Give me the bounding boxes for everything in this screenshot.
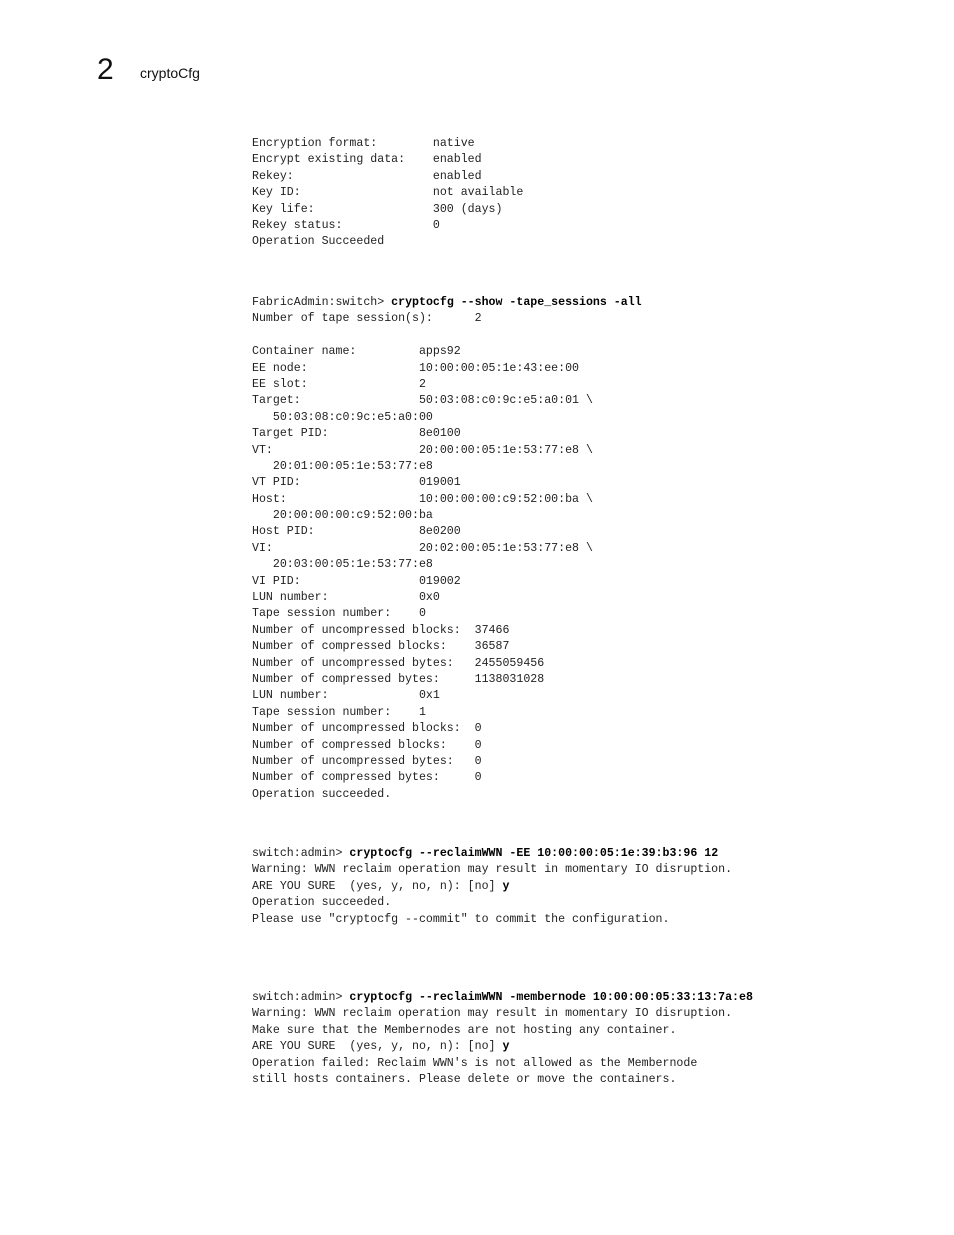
- output-line: Target PID: 8e0100: [252, 427, 461, 441]
- prompt: switch:admin>: [252, 991, 350, 1004]
- output-line: Number of compressed bytes: 1138031028: [252, 672, 545, 686]
- output-line: Number of uncompressed bytes: 2455059456: [252, 656, 545, 670]
- output-line: Host: 10:00:00:00:c9:52:00:ba \: [252, 492, 593, 506]
- output-line: Encrypt existing data: enabled: [252, 153, 482, 167]
- output-line: Rekey: enabled: [252, 169, 482, 183]
- code-block-reclaim-ee: [252, 846, 732, 928]
- prompt: switch:admin>: [252, 847, 350, 860]
- note-line: Make sure that the Membernodes are not hosting any container.: [252, 1023, 677, 1037]
- output-line: Rekey status: 0: [252, 218, 440, 232]
- output-line: EE node: 10:00:00:05:1e:43:ee:00: [252, 361, 579, 375]
- code-block-tape-sessions: [252, 295, 642, 803]
- prompt: FabricAdmin:switch>: [252, 296, 392, 309]
- output-line: VI PID: 019002: [252, 574, 461, 588]
- output-line: Operation failed: Reclaim WWN's is not allowed as the Membernode: [252, 1056, 698, 1070]
- output-line: 20:03:00:05:1e:53:77:e8: [252, 558, 433, 572]
- command: cryptocfg --show -tape_sessions -all: [391, 296, 642, 309]
- output-line: LUN number: 0x0: [252, 591, 440, 605]
- command-line: [252, 846, 732, 862]
- confirm-answer: y: [502, 879, 510, 893]
- confirm-prompt: ARE YOU SURE (yes, y, no, n): [no]: [252, 879, 503, 893]
- command-line: [252, 295, 642, 311]
- output-line: LUN number: 0x1: [252, 689, 440, 703]
- confirm-prompt: ARE YOU SURE (yes, y, no, n): [no]: [252, 1040, 503, 1054]
- output-line: Tape session number: 0: [252, 607, 426, 621]
- output-line: EE slot: 2: [252, 377, 426, 391]
- output-line: 20:00:00:00:c9:52:00:ba: [252, 509, 433, 523]
- running-title: cryptoCfg: [140, 65, 200, 81]
- output-line: Operation Succeeded: [252, 235, 385, 249]
- confirm-answer: y: [502, 1040, 510, 1054]
- output-line: VI: 20:02:00:05:1e:53:77:e8 \: [252, 541, 593, 555]
- confirm-line: [252, 1039, 753, 1055]
- output-line: Number of compressed bytes: 0: [252, 771, 482, 785]
- output-line: Encryption format: native: [252, 137, 475, 150]
- command: cryptocfg --reclaimWWN -EE 10:00:00:05:1e:39:b3:96 12: [349, 847, 719, 860]
- output-line: still hosts containers. Please delete or move the containers.: [252, 1072, 677, 1086]
- code-block-encryption-settings: [252, 136, 523, 251]
- output-line: Operation succeeded.: [252, 787, 392, 801]
- chapter-number: 2: [97, 53, 114, 86]
- command: cryptocfg --reclaimWWN -membernode 10:00:00:05:33:13:7a:e8: [349, 991, 753, 1004]
- output-line: 50:03:08:c0:9c:e5:a0:00: [252, 410, 433, 424]
- output-line: Number of compressed blocks: 36587: [252, 640, 510, 654]
- command-line: [252, 990, 753, 1006]
- confirm-line: [252, 879, 732, 895]
- code-block-reclaim-membernode: [252, 990, 753, 1088]
- output-line: Key life: 300 (days): [252, 202, 503, 216]
- output-line: [252, 328, 642, 344]
- output-line: Tape session number: 1: [252, 705, 426, 719]
- warning-line: Warning: WWN reclaim operation may result in momentary IO disruption.: [252, 863, 733, 877]
- output-line: Number of compressed blocks: 0: [252, 738, 482, 752]
- output-line: Key ID: not available: [252, 186, 524, 200]
- output-line: Number of uncompressed bytes: 0: [252, 754, 482, 768]
- warning-line: Warning: WWN reclaim operation may result in momentary IO disruption.: [252, 1007, 733, 1021]
- output-line: VT: 20:00:00:05:1e:53:77:e8 \: [252, 443, 593, 457]
- output-line: 20:01:00:05:1e:53:77:e8: [252, 459, 433, 473]
- output-line: Number of uncompressed blocks: 37466: [252, 623, 510, 637]
- output-line: VT PID: 019001: [252, 476, 461, 490]
- output-line: Host PID: 8e0200: [252, 525, 461, 539]
- output-line: Target: 50:03:08:c0:9c:e5:a0:01 \: [252, 394, 593, 408]
- output-line: Container name: apps92: [252, 345, 461, 359]
- output-line: Number of uncompressed blocks: 0: [252, 722, 482, 736]
- output-line: Please use "cryptocfg --commit" to commit the configuration.: [252, 912, 670, 926]
- output-line: Operation succeeded.: [252, 896, 392, 910]
- output-line: Number of tape session(s): 2: [252, 312, 482, 326]
